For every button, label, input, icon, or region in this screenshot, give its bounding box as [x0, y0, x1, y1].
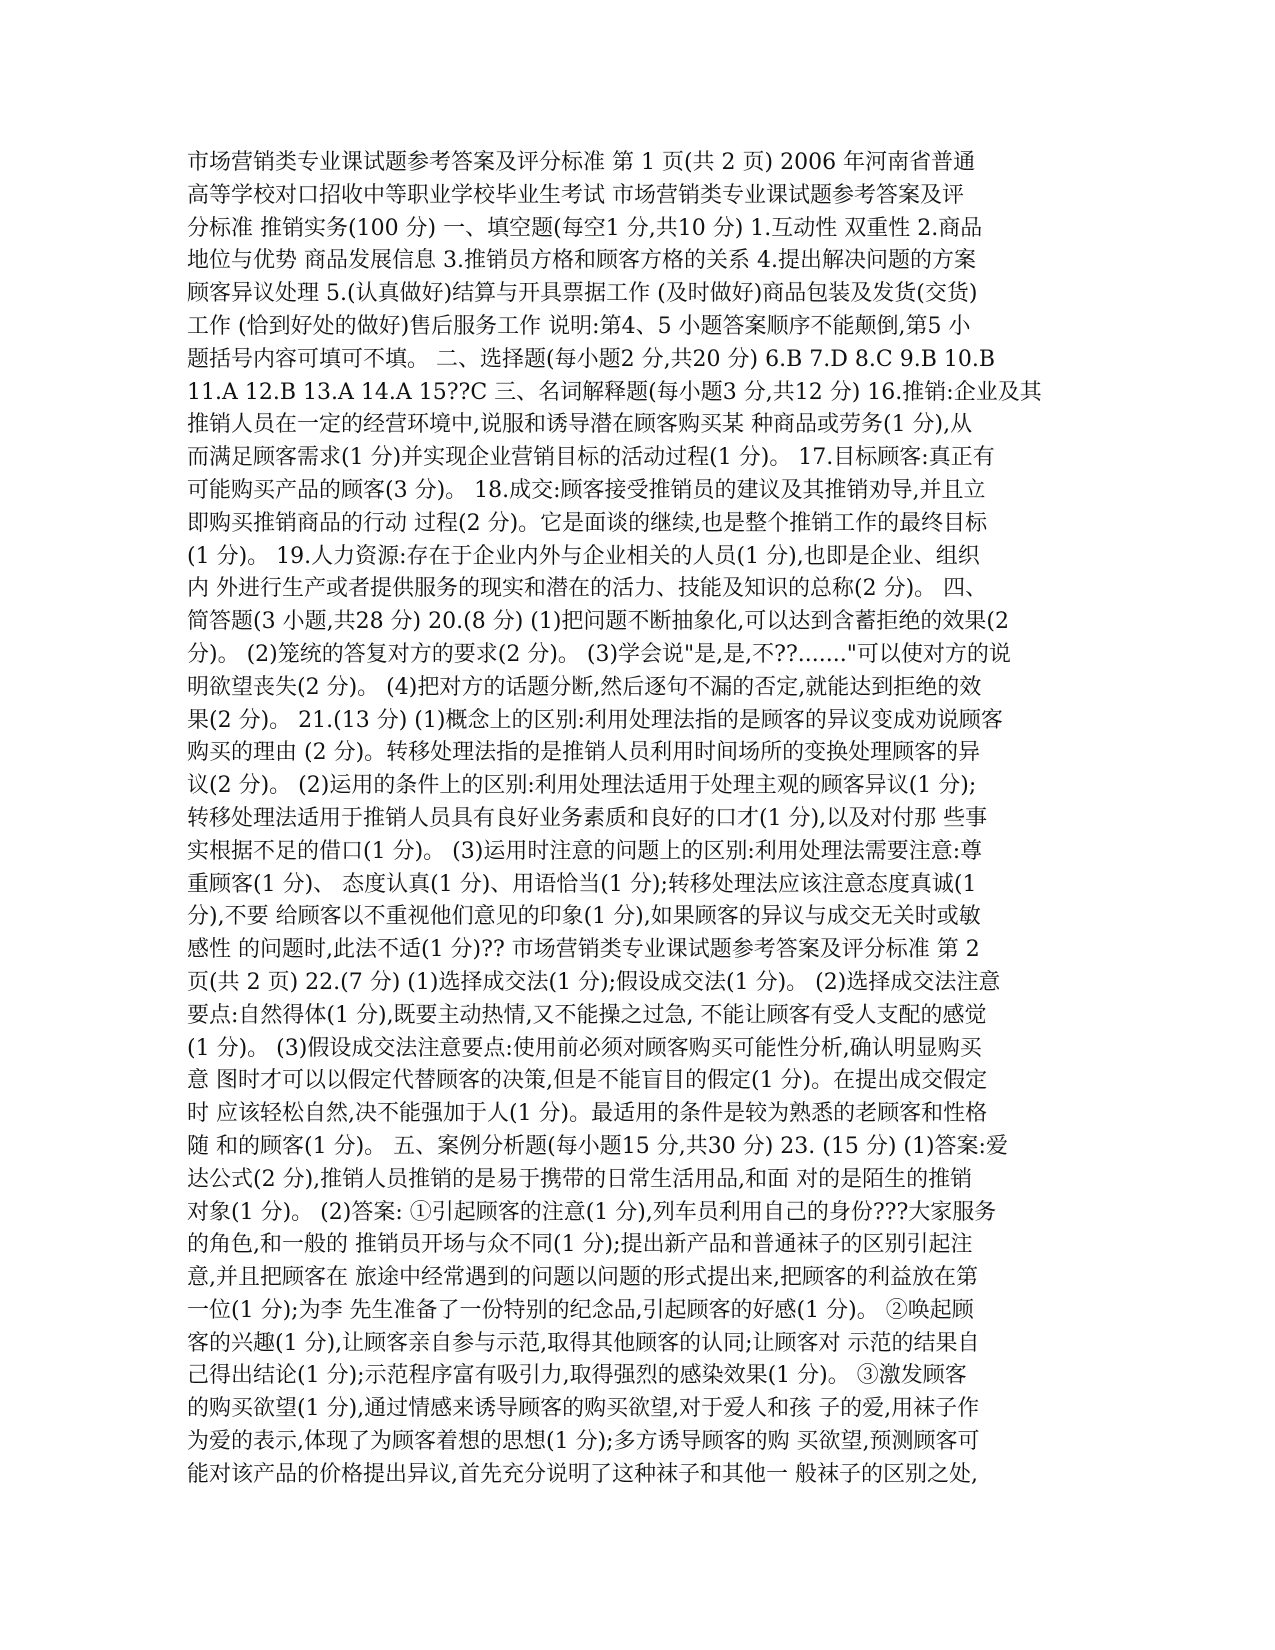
text-line: 重顾客(1 分)、 态度认真(1 分)、用语恰当(1 分);转移处理法应该注意态度真诚(1 [187, 871, 977, 897]
text-line: 高等学校对口招收中等职业学校毕业生考试 市场营销类专业课试题参考答案及评 [187, 182, 964, 208]
text-line: 内 外进行生产或者提供服务的现实和潜在的活力、技能及知识的总称(2 分)。 四、 [187, 576, 988, 602]
text-line: 意 图时才可以以假定代替顾客的决策,但是不能盲目的假定(1 分)。在提出成交假定 [187, 1068, 988, 1094]
text-line: 明欲望丧失(2 分)。 (4)把对方的话题分断,然后逐句不漏的否定,就能达到拒绝的效 [187, 674, 982, 700]
text-line: 客的兴趣(1 分),让顾客亲自参与示范,取得其他顾客的认同;让顾客对 示范的结果自 [187, 1330, 980, 1356]
text-line: 即购买推销商品的行动 过程(2 分)。它是面谈的继续,也是整个推销工作的最终目标 [187, 510, 988, 536]
text-line: 简答题(3 小题,共28 分) 20.(8 分) (1)把问题不断抽象化,可以达到含蓄拒绝的效果(2 [187, 609, 1010, 635]
text-line: 的购买欲望(1 分),通过情感来诱导顾客的购买欲望,对于爱人和孩 子的爱,用袜子作 [187, 1396, 980, 1422]
text-line: 11.A 12.B 13.A 14.A 15??C 三、名词解释题(每小题3 分,共12 分) 16.推销:企业及其 [187, 379, 1042, 405]
text-line: 顾客异议处理 5.(认真做好)结算与开具票据工作 (及时做好)商品包装及发货(交货) [187, 281, 978, 307]
text-line: 为爱的表示,体现了为顾客着想的思想(1 分);多方诱导顾客的购 买欲望,预测顾客可 [187, 1429, 980, 1455]
text-line: 能对该产品的价格提出异议,首先充分说明了这种袜子和其他一 般袜子的区别之处, [187, 1461, 978, 1487]
text-line: 市场营销类专业课试题参考答案及评分标准 第 1 页(共 2 页) 2006 年河南省普通 [187, 150, 976, 175]
text-line: 己得出结论(1 分);示范程序富有吸引力,取得强烈的感染效果(1 分)。 ③激发顾客 [187, 1363, 967, 1389]
text-line: 分),不要 给顾客以不重视他们意见的印象(1 分),如果顾客的异议与成交无关时或敏 [187, 904, 981, 930]
text-line: 购买的理由 (2 分)。转移处理法指的是推销人员利用时间场所的变换处理顾客的异 [187, 740, 981, 766]
text-line: 一位(1 分);为李 先生准备了一份特别的纪念品,引起顾客的好感(1 分)。 ②唤起顾 [187, 1297, 974, 1323]
text-line: 转移处理法适用于推销人员具有良好业务素质和良好的口才(1 分),以及对付那 些事 [187, 805, 988, 831]
text-line: 对象(1 分)。 (2)答案: ①引起顾客的注意(1 分),列车员利用自己的身份???大家服务 [187, 1199, 997, 1225]
text-line: 的角色,和一般的 推销员开场与众不同(1 分);提出新产品和普通袜子的区别引起注 [187, 1232, 973, 1258]
text-line: 随 和的顾客(1 分)。 五、案例分析题(每小题15 分,共30 分) 23. (15 分) (1)答案:爱 [187, 1133, 1008, 1159]
text-line: 实根据不足的借口(1 分)。 (3)运用时注意的问题上的区别:利用处理法需要注意:尊 [187, 838, 983, 864]
text-line: (1 分)。 19.人力资源:存在于企业内外与企业相关的人员(1 分),也即是企业、组织 [187, 543, 980, 569]
text-line: 分)。 (2)笼统的答复对方的要求(2 分)。 (3)学会说"是,是,不??......."可以使对方的说 [187, 641, 1011, 667]
text-line: 分标准 推销实务(100 分) 一、填空题(每空1 分,共10 分) 1.互动性 双重性 2.商品 [187, 215, 983, 241]
text-line: 页(共 2 页) 22.(7 分) (1)选择成交法(1 分);假设成交法(1 分)。 (2)选择成交法注意 [187, 969, 1001, 995]
text-line: 工作 (恰到好处的做好)售后服务工作 说明:第4、5 小题答案顺序不能颠倒,第5 小 [187, 313, 971, 339]
text-line: 果(2 分)。 21.(13 分) (1)概念上的区别:利用处理法指的是顾客的异议变成劝说顾客 [187, 707, 1003, 733]
document-body [187, 147, 1087, 1492]
text-line: 议(2 分)。 (2)运用的条件上的区别:利用处理法适用于处理主观的顾客异议(1 分); [187, 773, 977, 799]
text-line: 而满足顾客需求(1 分)并实现企业营销目标的活动过程(1 分)。 17.目标顾客:真正有 [187, 445, 995, 471]
text-line: 达公式(2 分),推销人员推销的是易于携带的日常生活用品,和面 对的是陌生的推销 [187, 1166, 973, 1192]
text-line: 时 应该轻松自然,决不能强加于人(1 分)。最适用的条件是较为熟悉的老顾客和性格 [187, 1101, 988, 1127]
text-line: 可能购买产品的顾客(3 分)。 18.成交:顾客接受推销员的建议及其推销劝导,并且立 [187, 477, 986, 503]
text-line: 推销人员在一定的经营环境中,说服和诱导潜在顾客购买某 种商品或劳务(1 分),从 [187, 412, 973, 438]
text-line: (1 分)。 (3)假设成交法注意要点:使用前必须对顾客购买可能性分析,确认明显购买 [187, 1035, 982, 1061]
text-line: 感性 的问题时,此法不适(1 分)?? 市场营销类专业课试题参考答案及评分标准 第 2 [187, 937, 980, 963]
text-line: 地位与优势 商品发展信息 3.推销员方格和顾客方格的关系 4.提出解决问题的方案 [187, 248, 976, 274]
text-line: 题括号内容可填可不填。 二、选择题(每小题2 分,共20 分) 6.B 7.D 8.C 9.B 10.B [187, 346, 996, 372]
text-line: 意,并且把顾客在 旅途中经常遇到的问题以问题的形式提出来,把顾客的利益放在第 [187, 1265, 978, 1291]
text-line: 要点:自然得体(1 分),既要主动热情,又不能操之过急, 不能让顾客有受人支配的感觉 [187, 1002, 987, 1028]
